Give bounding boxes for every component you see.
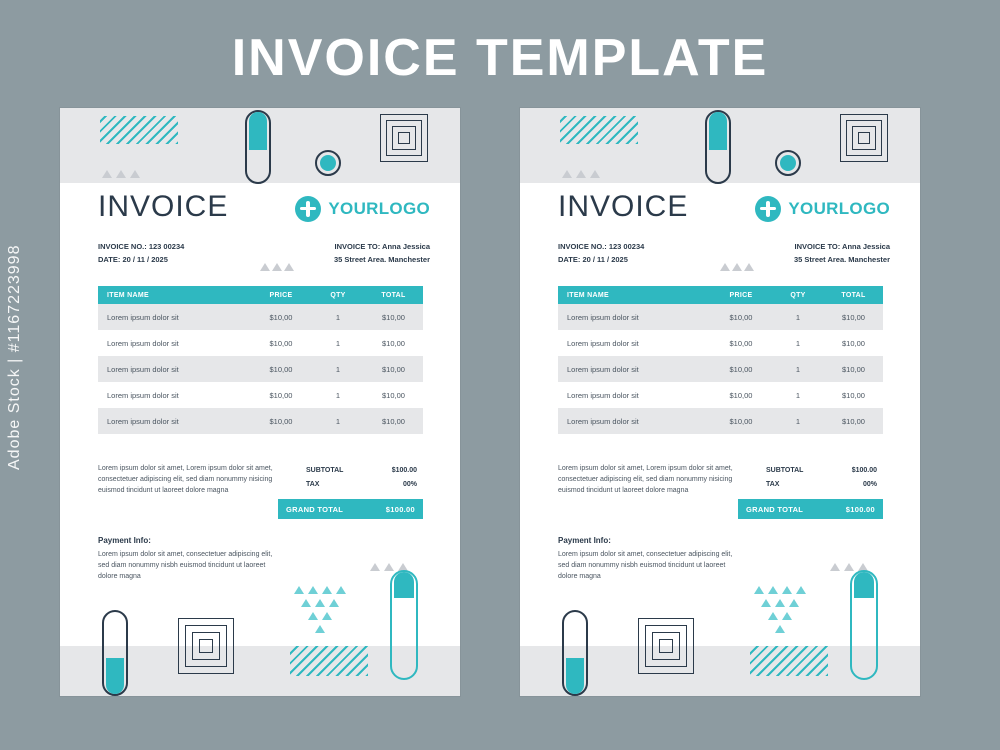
cell-total: $10,00 — [382, 312, 405, 322]
cell-qty: 1 — [795, 390, 801, 400]
grand-total-row — [738, 499, 883, 519]
invoice-meta-right — [794, 240, 890, 266]
invoice-notes: Lorem ipsum dolor sit amet, Lorem ipsum dolor sit amet, consectetuer adipiscing elit, sed diam nonummy nisicing euismod tincidunt ut laoreet dolore magna — [98, 465, 273, 494]
cell-price: $10,00 — [269, 338, 293, 348]
logo[interactable] — [755, 196, 890, 222]
line-items-table — [558, 286, 883, 434]
grand-total-row — [278, 499, 423, 519]
pin-cap — [854, 572, 874, 598]
triangle-deco — [590, 170, 600, 178]
col-item-name: ITEM NAME — [567, 291, 609, 299]
grand-total-value: $100.00 — [845, 504, 875, 514]
cell-item: Lorem ipsum dolor sit — [567, 338, 639, 348]
invoice-notes: Lorem ipsum dolor sit amet, Lorem ipsum dolor sit amet, consectetuer adipiscing elit, sed diam nonummy nisicing euismod tincidunt ut laoreet dolore magna — [558, 465, 733, 494]
tax-value: 00% — [402, 480, 417, 488]
cell-total: $10,00 — [842, 364, 865, 374]
cell-total: $10,00 — [842, 338, 865, 348]
col-total: TOTAL — [381, 291, 406, 299]
subtotal-row — [738, 463, 883, 477]
col-price: PRICE — [269, 291, 293, 299]
cell-price: $10,00 — [269, 312, 293, 322]
table-row — [558, 304, 883, 330]
triangle-deco — [562, 170, 572, 178]
cell-qty: 1 — [335, 390, 341, 400]
cell-item: Lorem ipsum dolor sit — [567, 416, 639, 426]
table-row — [558, 382, 883, 408]
col-price: PRICE — [729, 291, 753, 299]
triangle-deco — [370, 563, 380, 571]
circle-fill-top — [780, 155, 796, 171]
triangle-deco — [576, 170, 586, 178]
line-items-table — [98, 286, 423, 434]
table-row — [558, 356, 883, 382]
cell-item: Lorem ipsum dolor sit — [567, 364, 639, 374]
grand-total-label: GRAND TOTAL — [286, 504, 344, 514]
cell-price: $10,00 — [269, 416, 293, 426]
cell-item: Lorem ipsum dolor sit — [107, 416, 179, 426]
cell-total: $10,00 — [842, 312, 865, 322]
pin-shape-bottom-left — [562, 610, 588, 696]
subtotal-value: $100.00 — [391, 466, 417, 474]
table-row — [98, 304, 423, 330]
cell-price: $10,00 — [729, 312, 753, 322]
pin-cap — [709, 112, 727, 150]
cell-qty: 1 — [335, 364, 341, 374]
invoice-address: 35 Street Area. Manchester — [793, 255, 890, 264]
pin-shape-bottom-right — [850, 570, 878, 680]
watermark-text: Adobe Stock | #1167223998 — [6, 244, 23, 470]
logo[interactable] — [295, 196, 430, 222]
subtotal-row — [278, 463, 423, 477]
spiral-top — [840, 114, 888, 162]
logo-label: YOURLOGO — [328, 199, 430, 218]
table-row — [98, 330, 423, 356]
cell-qty: 1 — [335, 416, 341, 426]
triangle-deco — [130, 170, 140, 178]
stripe-block-top — [560, 116, 638, 144]
page-title: INVOICE TEMPLATE — [231, 29, 769, 87]
triangle-deco — [744, 263, 754, 271]
triangle-deco — [260, 263, 270, 271]
pin-shape-top — [245, 110, 271, 184]
invoice-number: INVOICE NO.: 123 00234 — [558, 242, 645, 251]
col-total: TOTAL — [841, 291, 866, 299]
logo-label: YOURLOGO — [788, 199, 890, 218]
cell-qty: 1 — [795, 364, 801, 374]
tax-row — [738, 477, 883, 491]
cell-qty: 1 — [795, 312, 801, 322]
logo-icon — [755, 196, 781, 222]
triangle-deco — [384, 563, 394, 571]
table-row — [558, 330, 883, 356]
table-row — [98, 356, 423, 382]
grand-total-label: GRAND TOTAL — [746, 504, 804, 514]
table-header-row — [98, 286, 423, 304]
invoice-date: DATE: 20 / 11 / 2025 — [98, 255, 168, 264]
payment-info-body: Lorem ipsum dolor sit amet, consectetuer adipiscing elit, sed diam nonummy nisbh euismod tincidunt ut laoreet dolore magna — [98, 551, 273, 580]
stripe-block-bottom — [750, 646, 828, 676]
pin-cap — [394, 572, 414, 598]
cell-price: $10,00 — [269, 390, 293, 400]
pin-cap — [566, 658, 584, 694]
cell-qty: 1 — [335, 338, 341, 348]
cell-item: Lorem ipsum dolor sit — [107, 312, 179, 322]
subtotal-value: $100.00 — [851, 466, 877, 474]
cell-item: Lorem ipsum dolor sit — [107, 338, 179, 348]
spiral-top — [380, 114, 428, 162]
tax-label: TAX — [306, 480, 320, 488]
circle-fill-top — [320, 155, 336, 171]
stripe-block-bottom — [290, 646, 368, 676]
cell-price: $10,00 — [729, 364, 753, 374]
pin-shape-bottom-right — [390, 570, 418, 680]
triangle-deco — [844, 563, 854, 571]
payment-info-body: Lorem ipsum dolor sit amet, consectetuer adipiscing elit, sed diam nonummy nisbh euismod tincidunt ut laoreet dolore magna — [558, 551, 733, 580]
cell-price: $10,00 — [729, 416, 753, 426]
col-qty: QTY — [790, 291, 806, 299]
pin-cap — [249, 112, 267, 150]
invoice-date: DATE: 20 / 11 / 2025 — [558, 255, 628, 264]
invoice-to: INVOICE TO: Anna Jessica — [794, 242, 890, 251]
tax-label: TAX — [766, 480, 780, 488]
pin-cap — [106, 658, 124, 694]
pin-shape-top — [705, 110, 731, 184]
invoice-meta-left — [558, 240, 644, 266]
triangle-deco — [732, 263, 742, 271]
logo-icon — [295, 196, 321, 222]
table-row — [98, 408, 423, 434]
col-item-name: ITEM NAME — [107, 291, 149, 299]
invoice-to: INVOICE TO: Anna Jessica — [334, 242, 430, 251]
invoice-card-left[interactable] — [60, 108, 460, 696]
triangle-deco — [102, 170, 112, 178]
invoice-heading: INVOICE — [558, 190, 689, 223]
table-row — [98, 382, 423, 408]
subtotal-label: SUBTOTAL — [766, 466, 804, 474]
cell-item: Lorem ipsum dolor sit — [107, 390, 179, 400]
col-qty: QTY — [330, 291, 346, 299]
invoice-heading: INVOICE — [98, 190, 229, 223]
cell-total: $10,00 — [842, 390, 865, 400]
invoice-meta-left — [98, 240, 184, 266]
cell-total: $10,00 — [382, 338, 405, 348]
cell-price: $10,00 — [729, 390, 753, 400]
totals-block — [278, 463, 423, 519]
cell-item: Lorem ipsum dolor sit — [107, 364, 179, 374]
totals-block — [738, 463, 883, 519]
cell-item: Lorem ipsum dolor sit — [567, 390, 639, 400]
table-header-row — [558, 286, 883, 304]
triangle-deco — [830, 563, 840, 571]
cell-total: $10,00 — [382, 390, 405, 400]
cell-total: $10,00 — [842, 416, 865, 426]
invoice-meta-right — [334, 240, 430, 266]
triangle-deco — [720, 263, 730, 271]
cell-price: $10,00 — [269, 364, 293, 374]
tax-value: 00% — [862, 480, 877, 488]
spiral-bottom — [178, 618, 234, 674]
cell-item: Lorem ipsum dolor sit — [567, 312, 639, 322]
stripe-block-top — [100, 116, 178, 144]
cell-total: $10,00 — [382, 416, 405, 426]
pin-shape-bottom-left — [102, 610, 128, 696]
cell-price: $10,00 — [729, 338, 753, 348]
triangle-deco — [116, 170, 126, 178]
table-row — [558, 408, 883, 434]
payment-info-title: Payment Info: — [98, 536, 151, 545]
cell-qty: 1 — [335, 312, 341, 322]
triangle-deco — [284, 263, 294, 271]
invoice-address: 35 Street Area. Manchester — [333, 255, 430, 264]
tax-row — [278, 477, 423, 491]
spiral-bottom — [638, 618, 694, 674]
triangle-deco — [272, 263, 282, 271]
invoice-number: INVOICE NO.: 123 00234 — [98, 242, 185, 251]
grand-total-value: $100.00 — [385, 504, 415, 514]
invoice-card-right[interactable] — [520, 108, 920, 696]
cell-qty: 1 — [795, 416, 801, 426]
payment-info-title: Payment Info: — [558, 536, 611, 545]
cell-qty: 1 — [795, 338, 801, 348]
cell-total: $10,00 — [382, 364, 405, 374]
subtotal-label: SUBTOTAL — [306, 466, 344, 474]
